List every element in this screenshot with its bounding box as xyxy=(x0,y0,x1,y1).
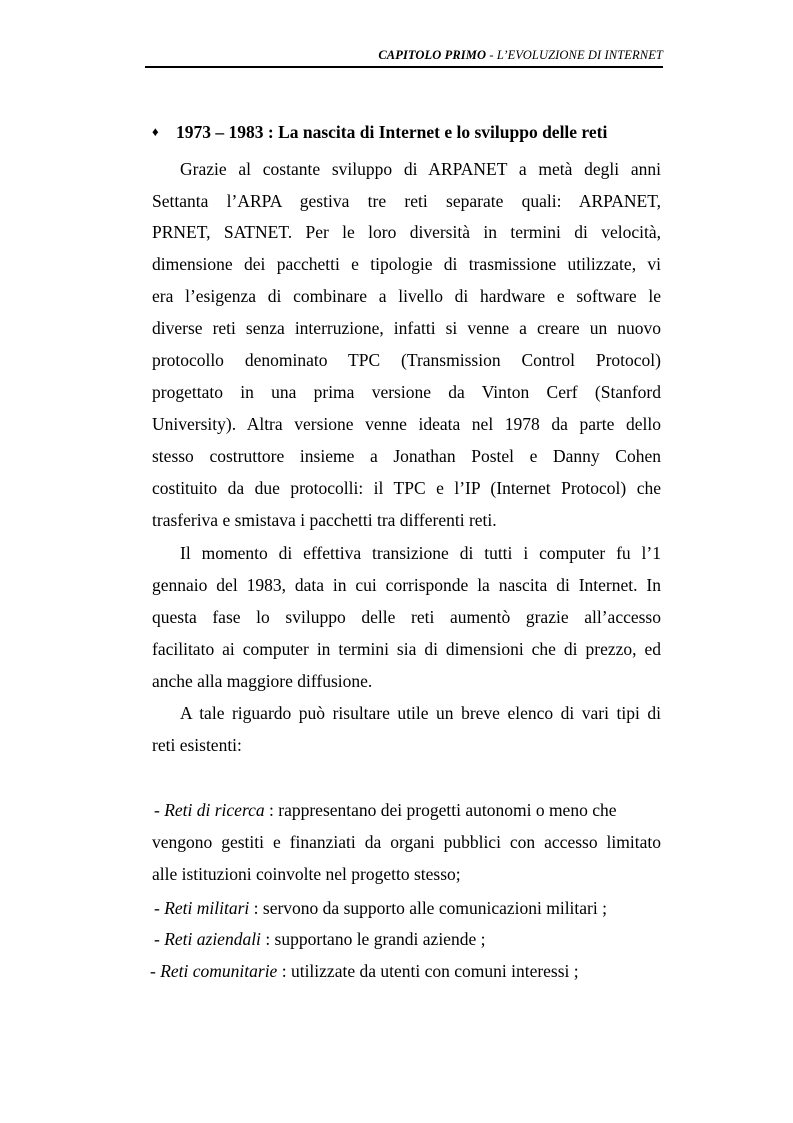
section-heading xyxy=(152,122,672,143)
text-line: gennaio del 1983, data in cui corrisponde la nascita di Internet. In xyxy=(152,575,661,595)
header-rule xyxy=(145,66,663,68)
text-line: University). Altra versione venne ideata nel 1978 da parte dello xyxy=(152,414,661,434)
list-description: : servono da supporto alle comunicazioni militari ; xyxy=(249,898,607,918)
list-description: : utilizzate da utenti con comuni interessi ; xyxy=(277,961,579,981)
text-line xyxy=(154,892,663,924)
text-line: vengono gestiti e finanziati da organi pubblici con accesso limitato xyxy=(152,832,661,852)
list-dash: - xyxy=(154,898,165,918)
text-line: stesso costruttore insieme a Jonathan Postel e Danny Cohen xyxy=(152,446,661,466)
text-line: alle istituzioni coinvolte nel progetto stesso; xyxy=(152,864,461,884)
list-term: Reti di ricerca xyxy=(164,800,265,820)
text-line: progettato in una prima versione da Vinton Cerf (Stanford xyxy=(152,382,661,402)
text-line: Settanta l’ARPA gestiva tre reti separate quali: ARPANET, xyxy=(152,191,661,211)
list-description: : rappresentano dei progetti autonomi o meno che xyxy=(264,800,617,820)
list-description: : supportano le grandi aziende ; xyxy=(260,929,486,949)
list-term: Reti militari xyxy=(164,898,250,918)
list-dash: - xyxy=(150,961,161,981)
list-dash: - xyxy=(154,929,165,949)
text-line: questa fase lo sviluppo delle reti aumentò grazie all’accesso xyxy=(152,607,661,627)
text-line: Grazie al costante sviluppo di ARPANET a metà degli anni xyxy=(180,159,661,179)
text-line xyxy=(150,955,659,987)
text-line: reti esistenti: xyxy=(152,735,242,755)
text-line: protocollo denominato TPC (Transmission Control Protocol) xyxy=(152,350,661,370)
text-line: diverse reti senza interruzione, infatti si venne a creare un nuovo xyxy=(152,318,661,338)
text-line: trasferiva e smistava i pacchetti tra differenti reti. xyxy=(152,510,497,530)
section-title-text: 1973 – 1983 : La nascita di Internet e lo sviluppo delle reti xyxy=(176,122,608,142)
text-line xyxy=(154,794,663,826)
list-term: Reti aziendali xyxy=(164,929,261,949)
chapter-label: CAPITOLO PRIMO xyxy=(378,48,487,62)
diamond-bullet-icon: ♦ xyxy=(152,124,159,139)
text-line: Il momento di effettiva transizione di tutti i computer fu l’1 xyxy=(180,543,661,563)
text-line xyxy=(154,923,663,955)
text-line: anche alla maggiore diffusione. xyxy=(152,671,373,691)
text-line: costituito da due protocolli: il TPC e l’IP (Internet Protocol) che xyxy=(152,478,661,498)
list-term: Reti comunitarie xyxy=(160,961,278,981)
text-line: PRNET, SATNET. Per le loro diversità in termini di velocità, xyxy=(152,222,661,242)
running-header xyxy=(145,48,663,63)
chapter-title: L’EVOLUZIONE DI INTERNET xyxy=(496,48,663,62)
text-line: era l’esigenza di combinare a livello di hardware e software le xyxy=(152,286,661,306)
header-separator: - xyxy=(486,48,497,62)
text-line: dimensione dei pacchetti e tipologie di trasmissione utilizzate, vi xyxy=(152,254,661,274)
list-dash: - xyxy=(154,800,165,820)
text-line: A tale riguardo può risultare utile un breve elenco di vari tipi di xyxy=(180,703,661,723)
text-line: facilitato ai computer in termini sia di dimensioni che di prezzo, ed xyxy=(152,639,661,659)
